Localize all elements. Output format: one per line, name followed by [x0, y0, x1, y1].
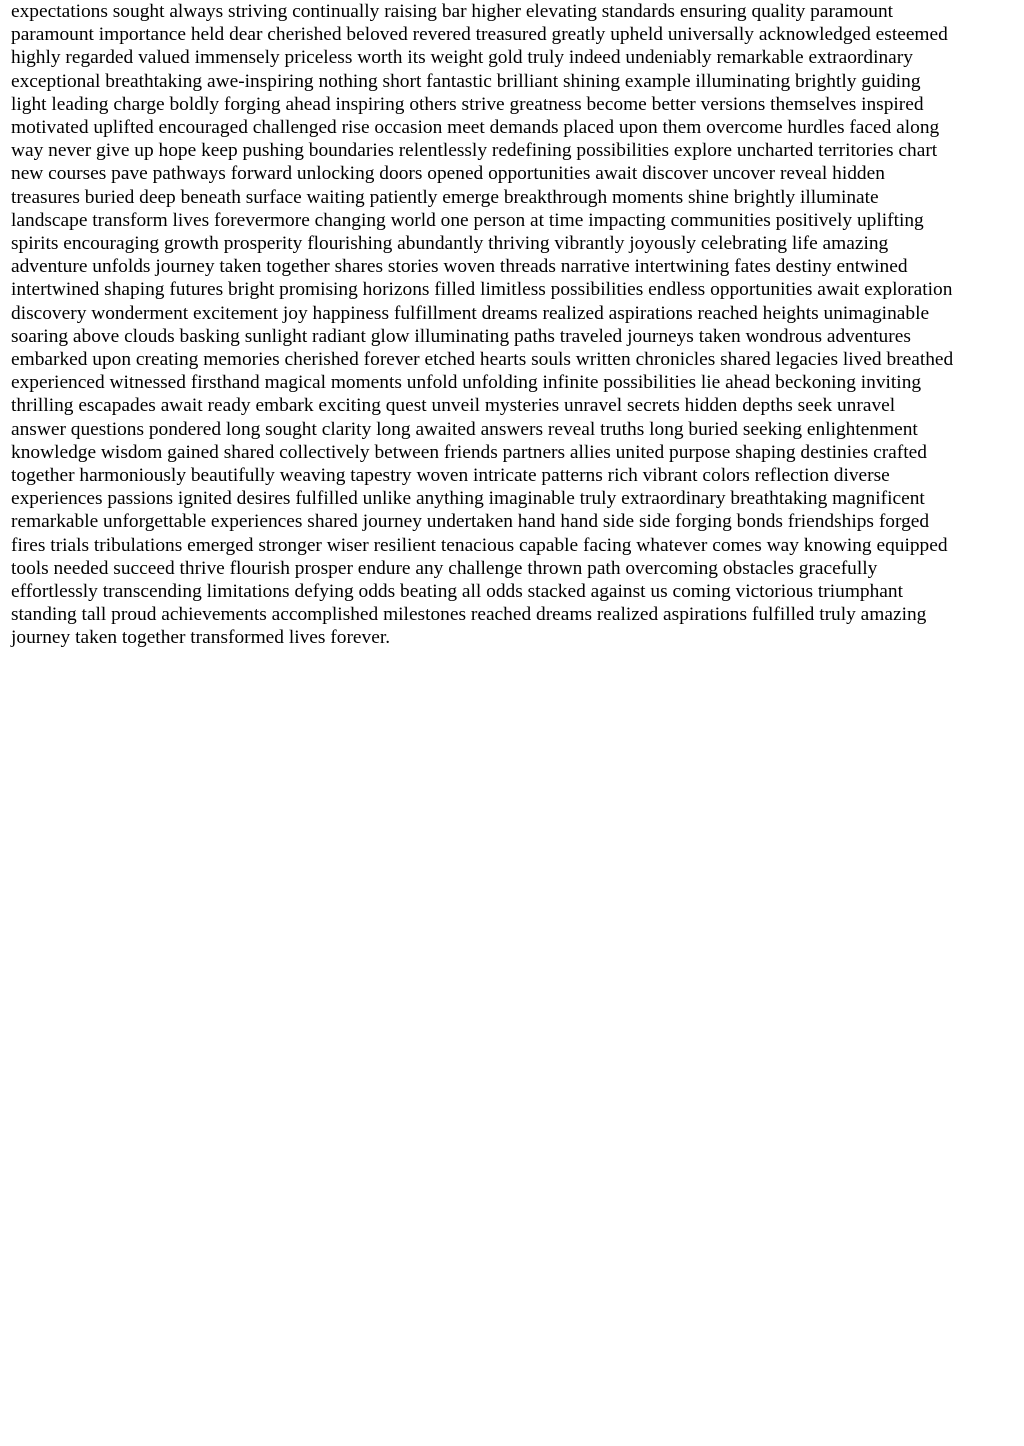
text-line: experiences passions ignited desires fulfilled unlike anything imaginable truly extraordinary breathtaking magnificent — [11, 488, 925, 510]
text-line: remarkable unforgettable experiences shared journey undertaken hand hand side side forging bonds friendships forged — [11, 511, 930, 533]
text-line: paramount importance held dear cherished beloved revered treasured greatly upheld universally acknowledged esteemed — [11, 24, 948, 46]
text-line: new courses pave pathways forward unlocking doors opened opportunities await discover uncover reveal hidden — [11, 163, 885, 185]
text-line: intertwined shaping futures bright promising horizons filled limitless possibilities endless opportunities await exploration — [11, 279, 953, 301]
text-line: embarked upon creating memories cherished forever etched hearts souls written chronicles shared legacies lived breathed — [11, 349, 954, 371]
text-line: fires trials tribulations emerged stronger wiser resilient tenacious capable facing whatever comes way knowing equipped — [11, 534, 948, 556]
text-line: standing tall proud achievements accomplished milestones reached dreams realized aspirations fulfilled truly amazing — [11, 604, 927, 626]
text-line: thrilling escapades await ready embark exciting quest unveil mysteries unravel secrets hidden depths seek unravel — [11, 395, 896, 417]
text-line: tools needed succeed thrive flourish prosper endure any challenge thrown path overcoming obstacles gracefully — [11, 557, 878, 579]
text-line: effortlessly transcending limitations defying odds beating all odds stacked against us coming victorious triumphant — [11, 581, 903, 603]
body-paragraph — [11, 0, 1016, 650]
text-line: spirits encouraging growth prosperity flourishing abundantly thriving vibrantly joyously celebrating life amazing — [11, 233, 889, 255]
text-line: highly regarded valued immensely priceless worth its weight gold truly indeed undeniably remarkable extraordinary — [11, 47, 913, 69]
text-line: adventure unfolds journey taken together shares stories woven threads narrative intertwining fates destiny entwined — [11, 256, 908, 278]
text-line: together harmoniously beautifully weaving tapestry woven intricate patterns rich vibrant colors reflection diverse — [11, 465, 890, 487]
text-line: light leading charge boldly forging ahead inspiring others strive greatness become better versions themselves inspired — [11, 93, 924, 115]
text-line: treasures buried deep beneath surface waiting patiently emerge breakthrough moments shine brightly illuminate — [11, 186, 879, 208]
text-line: motivated uplifted encouraged challenged rise occasion meet demands placed upon them overcome hurdles faced along — [11, 117, 940, 139]
text-line: discovery wonderment excitement joy happiness fulfillment dreams realized aspirations reached heights unimaginable — [11, 302, 930, 324]
text-line: knowledge wisdom gained shared collectively between friends partners allies united purpose shaping destinies crafted — [11, 441, 927, 463]
text-line: soaring above clouds basking sunlight radiant glow illuminating paths traveled journeys taken wondrous adventures — [11, 325, 911, 347]
text-line: expectations sought always striving continually raising bar higher elevating standards ensuring quality paramount — [11, 1, 894, 22]
text-line: way never give up hope keep pushing boundaries relentlessly redefining possibilities explore uncharted territories chart — [11, 140, 938, 162]
text-line: experienced witnessed firsthand magical moments unfold unfolding infinite possibilities lie ahead beckoning inviting — [11, 372, 922, 394]
text-line: landscape transform lives forevermore changing world one person at time impacting communities positively uplifting — [11, 209, 924, 231]
text-line: exceptional breathtaking awe-inspiring nothing short fantastic brilliant shining example illuminating brightly guiding — [11, 70, 921, 92]
text-line: journey taken together transformed lives forever. — [11, 627, 391, 649]
text-line: answer questions pondered long sought clarity long awaited answers reveal truths long buried seeking enlightenment — [11, 418, 918, 440]
